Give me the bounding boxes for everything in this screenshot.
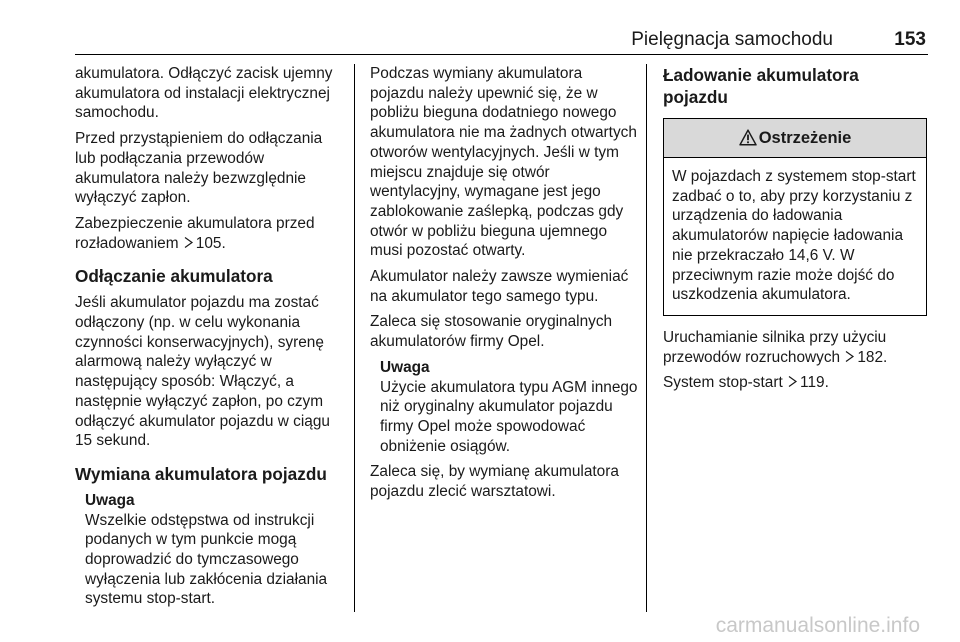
- page-reference[interactable]: 105.: [195, 234, 226, 252]
- note-text: Użycie akumulatora typu AGM innego niż oryginalny akumulator pojazdu firmy Opel może spowodować obniżenie osiągów.: [380, 378, 638, 455]
- page-number: 153: [894, 29, 926, 50]
- paragraph-with-reference: [75, 214, 343, 253]
- column-divider: [646, 64, 647, 612]
- column-divider: [354, 64, 355, 612]
- paragraph: Przed przystąpieniem do odłączania lub podłączania przewodów akumulatora należy bezwzględnie wyłączyć zapłon.: [75, 130, 323, 207]
- paragraph-text: System stop-start: [663, 374, 783, 392]
- reference-arrow-icon: [183, 236, 194, 249]
- note-box: [85, 491, 343, 609]
- column-middle: [370, 64, 638, 508]
- warning-header: [664, 119, 926, 158]
- page-title: Pielęgnacja samochodu: [631, 29, 833, 50]
- warning-box: [663, 118, 927, 316]
- warning-title: Ostrzeżenie: [758, 129, 852, 147]
- page-reference[interactable]: 182.: [857, 348, 888, 366]
- section-heading-disconnect: Odłączanie akumulatora: [75, 266, 273, 287]
- note-text: Wszelkie odstępstwa od instrukcji podanych w tym punkcie mogą doprowadzić do tymczasowego wyłączenia lub zakłócenia działania systemu stop-start.: [85, 511, 328, 608]
- column-left: [75, 64, 343, 615]
- note-box: [380, 358, 638, 457]
- paragraph: Podczas wymiany akumulatora pojazdu należy upewnić się, że w pobliżu bieguna dodatniego nowego akumulatora nie ma żadnych otwartych otworów wentylacyjnych. Jeśli w tym miejscu znajduje się otwór wentylacyjny, wymagane jest jego zablokowanie zaślepką, podczas gdy otwór w pobliżu bieguna ujemnego musi pozostać otwarty.: [370, 65, 637, 260]
- page-reference[interactable]: 119.: [800, 374, 829, 392]
- paragraph-text: Uruchamianie silnika przy użyciu przewodów rozruchowych: [663, 328, 887, 366]
- page-header: [75, 28, 928, 55]
- warning-triangle-icon: [739, 129, 757, 146]
- paragraph-text: Zabezpieczenie akumulatora przed rozładowaniem: [75, 214, 315, 252]
- paragraph: akumulatora. Odłączyć zacisk ujemny akumulatora od instalacji elektrycznej samochodu.: [75, 65, 333, 122]
- reference-arrow-icon: [844, 350, 855, 363]
- paragraph: Jeśli akumulator pojazdu ma zostać odłączony (np. w celu wykonania czynności konserwacyjnych), syrenę alarmową należy wyłączyć w następujący sposób: Włączyć, a następnie wyłączyć zapłon, po czym odłączyć akumulator pojazdu w ciągu 15 sekund.: [75, 294, 330, 450]
- note-title: Uwaga: [85, 491, 135, 509]
- column-right: [663, 64, 927, 399]
- paragraph: Zaleca się, by wymianę akumulatora pojazdu zlecić warsztatowi.: [370, 463, 619, 501]
- watermark: carmanualsonline.info: [715, 614, 920, 637]
- paragraph: Zaleca się stosowanie oryginalnych akumulatorów firmy Opel.: [370, 313, 613, 351]
- section-heading-replace: Wymiana akumulatora pojazdu: [75, 463, 327, 484]
- note-title: Uwaga: [380, 358, 430, 376]
- paragraph-with-reference: [663, 373, 927, 393]
- reference-arrow-icon: [787, 375, 798, 388]
- warning-text: W pojazdach z systemem stop-start zadbać o to, aby przy korzystaniu z urządzenia do ładowania akumulatorów napięcie ładowania nie przekraczało 14,6 V. W przeciwnym razie może dojść do uszkodzenia akumulatora.: [672, 168, 916, 304]
- paragraph-with-reference: [663, 328, 927, 367]
- paragraph: Akumulator należy zawsze wymieniać na akumulator tego samego typu.: [370, 268, 629, 305]
- section-heading-charging: Ładowanie akumulatora pojazdu: [663, 65, 859, 107]
